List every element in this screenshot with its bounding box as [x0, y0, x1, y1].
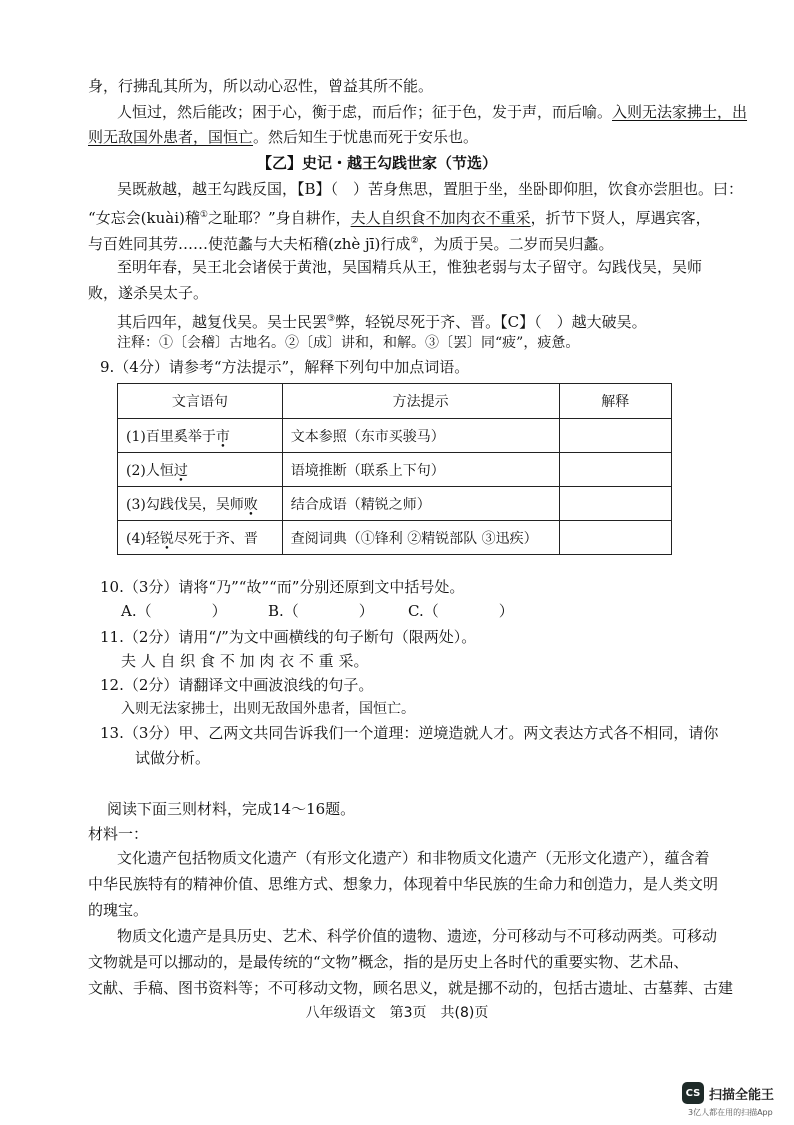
material-p2-line-1: 物质文化遗产是具历史、艺术、科学价值的遗物、遗迹，分可移动与不可移动两类。可移动 [117, 927, 718, 945]
answer-cell[interactable] [559, 521, 672, 555]
table-row [118, 487, 672, 521]
q12-sentence: 入则无法家拂士，出则无敌国外患者，国恒亡。 [121, 701, 415, 717]
table-row [118, 521, 672, 555]
answer-cell[interactable] [559, 487, 672, 521]
passage-a-line-1: 身，行拂乱其所为，所以动心忍性，曾益其所不能。 [88, 77, 434, 95]
material-p2-line-2: 文物就是可以挪动的，是最传统的“文物”概念，指的是历史上各时代的重要实物、艺术品、 [88, 953, 689, 971]
q11-prompt: 11.（2分）请用“/”为文中画横线的句子断句（限两处）。 [100, 628, 477, 646]
q12-prompt: 12.（2分）请翻译文中画波浪线的句子。 [100, 676, 374, 694]
table-row [118, 419, 672, 453]
passage-a-line-3: 则无敌国外患者，国恒亡。然后知生于忧患而死于安乐也。 [88, 128, 479, 146]
option-c[interactable]: C.（ ） [408, 602, 514, 620]
material-p1-line-3: 的瑰宝。 [88, 901, 149, 919]
q10-options [121, 601, 514, 621]
row-method: 文本参照（东市买骏马） [282, 419, 559, 453]
underlined-sentence-part-1: 入则无法家拂士，出 [612, 103, 748, 121]
passage-b-title: 【乙】史记・越王勾践世家（节选） [257, 154, 498, 172]
scanner-watermark [682, 1082, 794, 1122]
material-label: 材料一： [88, 825, 149, 843]
reading-intro: 阅读下面三则材料，完成14～16题。 [107, 800, 356, 818]
underlined-sentence-part-2: 则无敌国外患者，国恒亡 [88, 128, 254, 146]
passage-b-p3: 其后四年，越复伐吴。吴士民罢③弊，轻锐尽死于齐、晋。【C】（ ）越大破吴。 [117, 313, 647, 331]
row-method: 结合成语（精锐之师） [282, 487, 559, 521]
material-p1-line-1: 文化遗产包括物质文化遗产（有形文化遗产）和非物质文化遗产（无形文化遗产），蕴含着 [117, 849, 710, 867]
q13-prompt-line-2: 试做分析。 [135, 749, 211, 767]
passage-b-notes: 注释：①〔会稽〕古地名。②〔成〕讲和，和解。③〔罢〕同“疲”，疲惫。 [117, 335, 580, 351]
q13-prompt-line-1: 13.（3分）甲、乙两文共同告诉我们一个道理：逆境造就人才。两文表达方式各不相同，请你 [100, 724, 719, 742]
scanner-name: 扫描全能王 [709, 1088, 775, 1103]
answer-cell[interactable] [559, 453, 672, 487]
row-sentence: (3)勾践伐吴，吴师败 [118, 487, 283, 521]
passage-b-p1-line-2: “女忘会(kuài)稽①之耻耶？”身自耕作，夫人自织食不加肉衣不重采，折节下贤人，厚遇宾客， [88, 209, 711, 227]
passage-b-p2-line-2: 败，遂杀吴太子。 [88, 284, 209, 302]
passage-a-line-2: 人恒过，然后能改；困于心，衡于虑，而后作；征于色，发于声，而后喻。入则无法家拂士，出 [117, 103, 748, 121]
header-method: 方法提示 [282, 384, 559, 419]
row-sentence: (1)百里奚举于市 [118, 419, 283, 453]
passage-b-p1-line-1: 吴既赦越，越王勾践反国，【B】（ ）苦身焦思，置胆于坐，坐卧即仰胆，饮食亦尝胆也。曰： [117, 180, 744, 198]
answer-cell[interactable] [559, 419, 672, 453]
row-sentence: (2)人恒过 [118, 453, 283, 487]
material-p1-line-2: 中华民族特有的精神价值、思维方式、想象力，体现着中华民族的生命力和创造力，是人类文明 [88, 875, 719, 893]
q9-prompt: 9.（4分）请参考“方法提示”，解释下列句中加点词语。 [100, 358, 470, 376]
passage-b-p1-line-3: 与百姓同其劳……使范蠡与大夫柘稽(zhè jī)行成②，为质于吴。二岁而吴归蠡。 [88, 235, 614, 253]
passage-b-p2-line-1: 至明年春，吴王北会诸侯于黄池，吴国精兵从王，惟独老弱与太子留守。勾践伐吴，吴师 [117, 258, 703, 276]
row-sentence: (4)轻锐尽死于齐、晋 [118, 521, 283, 555]
scanner-logo-icon: CS [682, 1082, 704, 1104]
option-a[interactable]: A.（ ） [121, 602, 227, 620]
row-method: 语境推断（联系上下句） [282, 453, 559, 487]
header-sentence: 文言语句 [118, 384, 283, 419]
material-p2-line-3: 文献、手稿、图书资料等；不可移动文物，顾名思义，就是挪不动的，包括古遗址、古墓葬、古建 [88, 979, 734, 997]
scanner-tagline: 3亿人都在用的扫描App [688, 1108, 773, 1117]
option-b[interactable]: B.（ ） [268, 602, 374, 620]
q9-table [117, 383, 672, 555]
underlined-sentence: 夫人自织食不加肉衣不重采 [350, 209, 531, 227]
q10-prompt: 10.（3分）请将“乃”“故”“而”分别还原到文中括号处。 [100, 578, 465, 596]
table-row [118, 453, 672, 487]
row-method: 查阅词典（①锋利 ②精锐部队 ③迅疾） [282, 521, 559, 555]
q11-sentence: 夫 人 自 织 食 不 加 肉 衣 不 重 采。 [121, 652, 369, 670]
header-explanation: 解释 [559, 384, 672, 419]
page-footer: 八年级语文 第3页 共(8)页 [305, 1005, 489, 1021]
table-header-row [118, 384, 672, 419]
